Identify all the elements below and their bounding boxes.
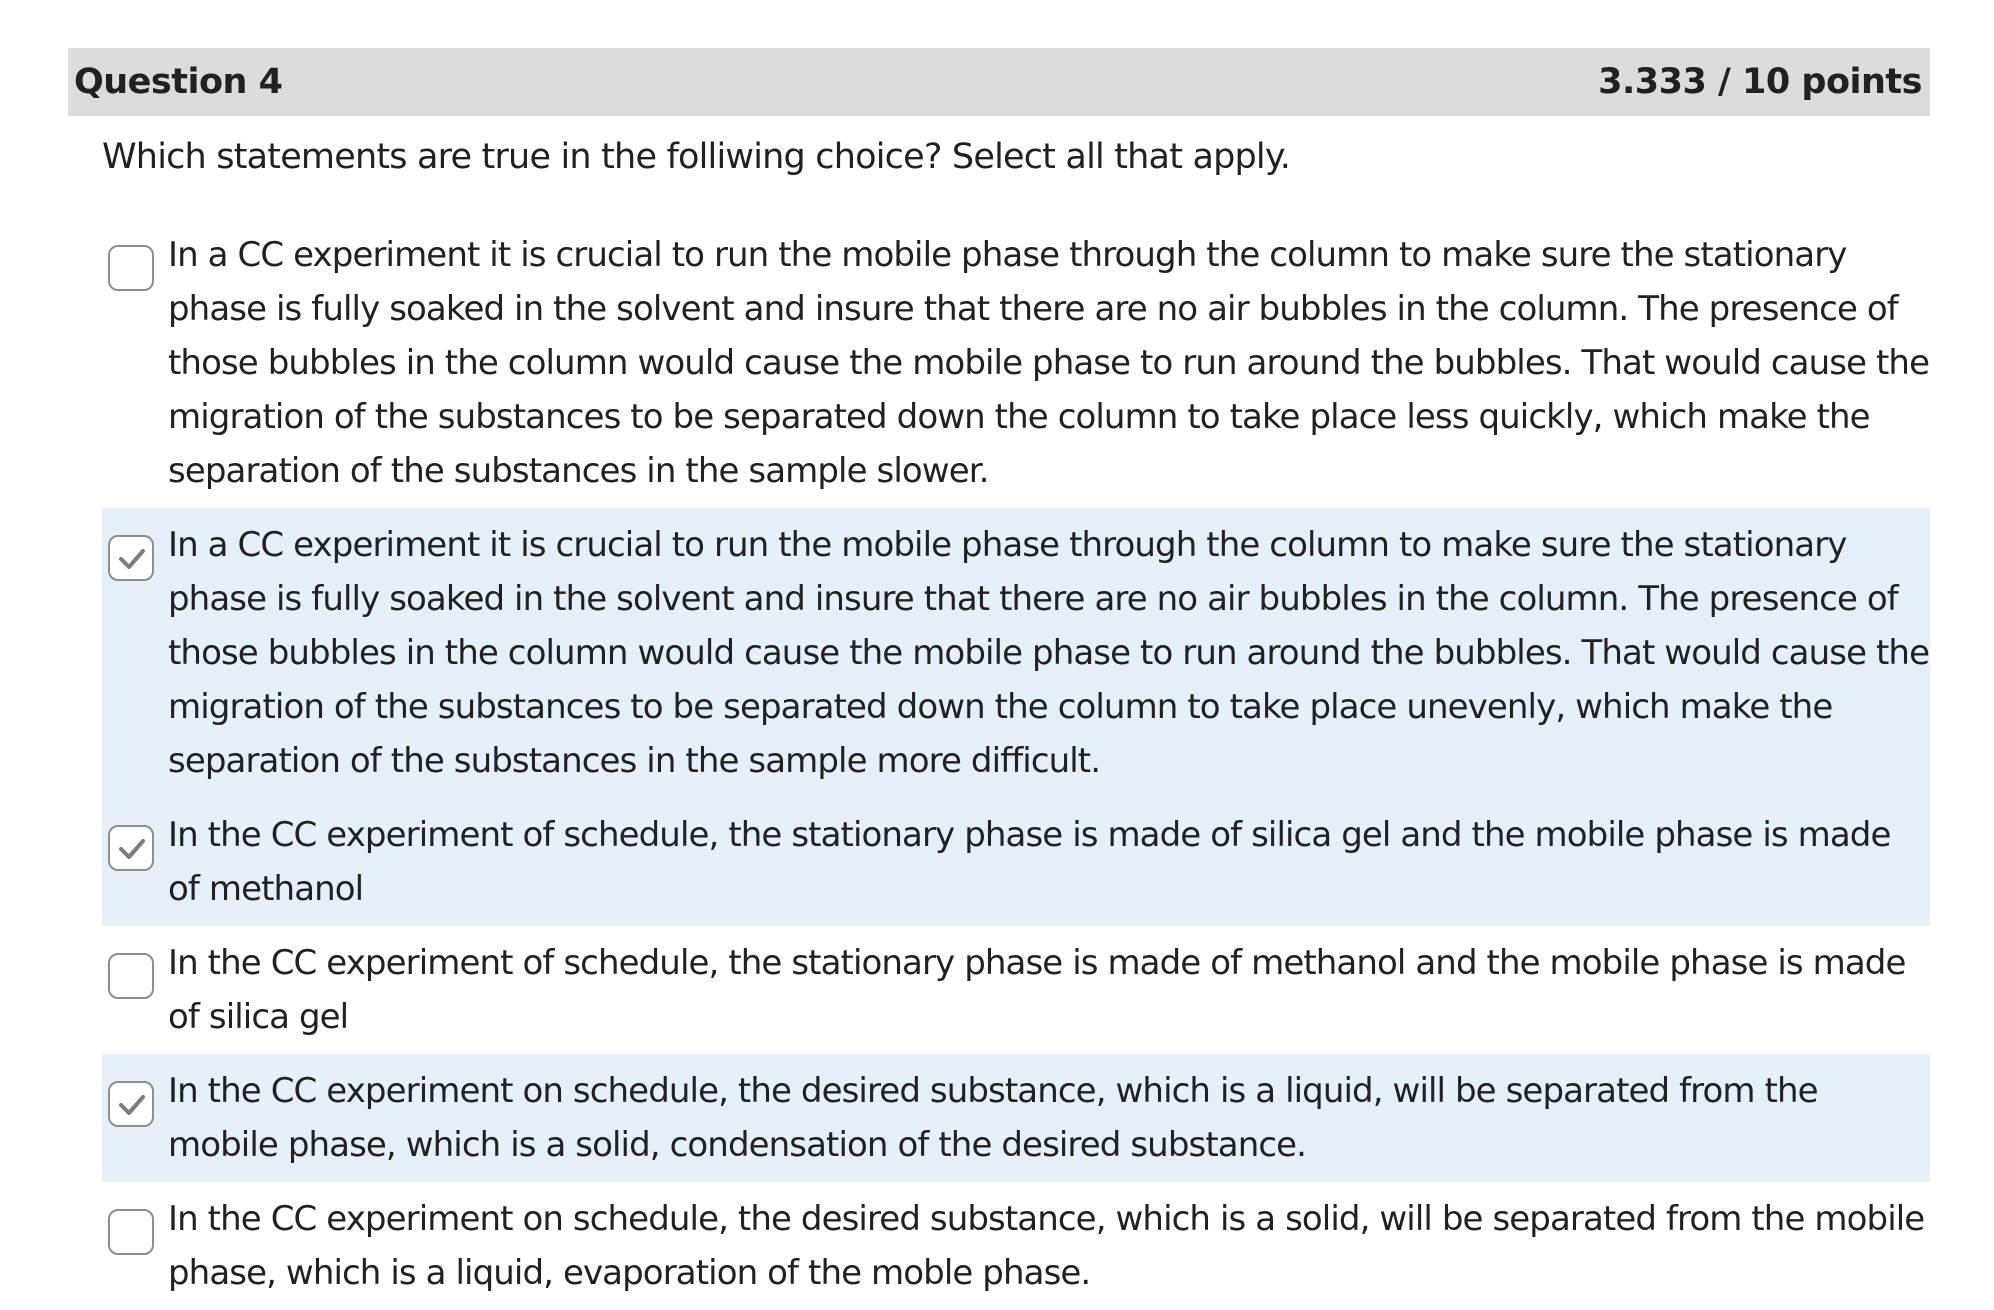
choice-text: In a CC experiment it is crucial to run the mobile phase through the column to make sure the stationary phase is fully soaked in the solvent and insure that there are no air bubbles in the column. The presence of those bubbles in the column would cause the mobile phase to run around the bubbles. That would cause the migration of the substances to be separated down the column to take place less quickly, which make the separation of the substances in the sample slower. bbox=[168, 235, 1930, 491]
question-title: Question 4 bbox=[74, 62, 283, 102]
choice-checkbox[interactable] bbox=[108, 1081, 154, 1127]
question-header bbox=[68, 48, 1930, 116]
choice-text: In a CC experiment it is crucial to run the mobile phase through the column to make sure the stationary phase is fully soaked in the solvent and insure that there are no air bubbles in the column. The presence of those bubbles in the column would cause the mobile phase to run around the bubbles. That would cause the migration of the substances to be separated down the column to take place unevenly, which make the separation of the substances in the sample more difficult. bbox=[168, 525, 1930, 781]
choice-checkbox[interactable] bbox=[108, 245, 154, 291]
choice-checkbox[interactable] bbox=[108, 953, 154, 999]
answer-choice-2[interactable] bbox=[102, 508, 1930, 798]
answer-choice-3[interactable] bbox=[102, 798, 1930, 926]
checkmark-icon bbox=[118, 837, 146, 861]
question-score: 3.333 / 10 points bbox=[1598, 62, 1922, 102]
answer-choice-1[interactable] bbox=[102, 218, 1930, 508]
choice-checkbox[interactable] bbox=[108, 535, 154, 581]
choice-checkbox[interactable] bbox=[108, 825, 154, 871]
checkmark-icon bbox=[118, 547, 146, 571]
choice-text: In the CC experiment of schedule, the stationary phase is made of methanol and the mobile phase is made of silica gel bbox=[168, 943, 1906, 1037]
choice-text: In the CC experiment on schedule, the desired substance, which is a liquid, will be separated from the mobile phase, which is a solid, condensation of the desired substance. bbox=[168, 1071, 1818, 1165]
answer-choice-5[interactable] bbox=[102, 1054, 1930, 1182]
answer-choices bbox=[102, 218, 1930, 1310]
checkmark-icon bbox=[118, 1093, 146, 1117]
choice-checkbox[interactable] bbox=[108, 1209, 154, 1255]
choice-text: In the CC experiment of schedule, the stationary phase is made of silica gel and the mobile phase is made of methanol bbox=[168, 815, 1891, 909]
question-prompt: Which statements are true in the folliwing choice? Select all that apply. bbox=[102, 137, 1291, 177]
choice-text: In the CC experiment on schedule, the desired substance, which is a solid, will be separated from the mobile phase, which is a liquid, evaporation of the moble phase. bbox=[168, 1199, 1925, 1293]
answer-choice-4[interactable] bbox=[102, 926, 1930, 1054]
answer-choice-6[interactable] bbox=[102, 1182, 1930, 1310]
